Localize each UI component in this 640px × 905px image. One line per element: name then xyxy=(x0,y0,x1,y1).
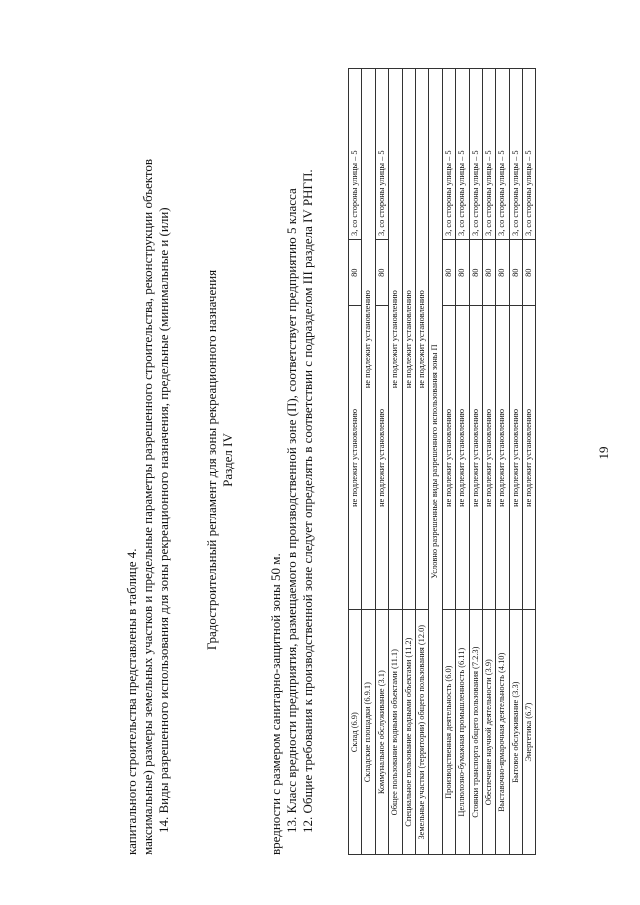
page-number: 19 xyxy=(596,446,611,460)
paragraph-14-line-1: 14. Виды разрешенного использования для зоны рекреационного назначения, предельные (минимальные и (или) xyxy=(156,207,171,833)
status-cell: не подлежит установлению xyxy=(402,69,415,610)
table-row xyxy=(456,69,469,855)
setback-cell: 3, со стороны улицы – 5 xyxy=(469,69,482,240)
table-row xyxy=(349,69,362,855)
percent-cell: 80 xyxy=(469,239,482,306)
table-row xyxy=(523,69,536,855)
use-type-cell: Специальное пользование водными объектами (11.2) xyxy=(402,610,415,855)
conditional-uses-header: Условно разрешенные виды разрешенного использования зоны П xyxy=(429,69,442,855)
status-cell: не подлежит установлению xyxy=(442,306,455,610)
status-cell: не подлежит установлению xyxy=(482,306,495,610)
percent-cell: 80 xyxy=(349,239,362,306)
use-type-cell: Энергетика (6.7) xyxy=(523,610,536,855)
table-row xyxy=(496,69,509,855)
use-type-cell: Выставочно-ярмарочная деятельность (4.10) xyxy=(496,610,509,855)
table-body xyxy=(349,69,536,855)
status-cell: не подлежит установлению xyxy=(362,69,375,610)
percent-cell: 80 xyxy=(496,239,509,306)
paragraph-12: 12. Общие требования к производственной зоне следует определять в соответствии с подразделом III раздела IV РНГП. xyxy=(300,169,315,833)
setback-cell: 3, со стороны улицы – 5 xyxy=(349,69,362,240)
paragraph-13-line-1: 13. Класс вредности предприятия, размещаемого в производственной зоне (П), соответствует предприятию 5 класса xyxy=(284,188,299,833)
use-type-cell: Обеспечение научной деятельности (3.9) xyxy=(482,610,495,855)
status-cell: не подлежит установлению xyxy=(509,306,522,610)
setback-cell: 3, со стороны улицы – 5 xyxy=(496,69,509,240)
paragraph-14-line-3: капитального строительства представлены в таблице 4. xyxy=(124,548,139,855)
table-row xyxy=(509,69,522,855)
use-type-cell: Коммунальное обслуживание (3.1) xyxy=(375,610,388,855)
status-cell: не подлежит установлению xyxy=(415,69,428,610)
setback-cell: 3, со стороны улицы – 5 xyxy=(375,69,388,240)
percent-cell: 80 xyxy=(509,239,522,306)
table-row xyxy=(389,69,402,855)
section-title: Градостроительный регламент для зоны рекреационного назначения xyxy=(204,269,219,651)
use-type-cell: Целлюлозно-бумажная промышленность (6.11) xyxy=(456,610,469,855)
setback-cell: 3, со стороны улицы – 5 xyxy=(523,69,536,240)
setback-cell: 3, со стороны улицы – 5 xyxy=(482,69,495,240)
use-type-cell: Складские площадки (6.9.1) xyxy=(362,610,375,855)
percent-cell: 80 xyxy=(375,239,388,306)
table-row xyxy=(362,69,375,855)
table-row xyxy=(402,69,415,855)
status-cell: не подлежит установлению xyxy=(389,69,402,610)
paragraph-13-line-2: вредности с размером санитарно-защитной зоны 50 м. xyxy=(268,553,283,855)
percent-cell: 80 xyxy=(442,239,455,306)
percent-cell: 80 xyxy=(523,239,536,306)
percent-cell: 80 xyxy=(456,239,469,306)
use-type-cell: Бытовое обслуживание (3.3) xyxy=(509,610,522,855)
status-cell: не подлежит установлению xyxy=(469,306,482,610)
use-type-cell: Стоянки транспорта общего пользования (7.2.3) xyxy=(469,610,482,855)
table-row xyxy=(415,69,428,855)
status-cell: не подлежит установлению xyxy=(523,306,536,610)
setback-cell: 3, со стороны улицы – 5 xyxy=(442,69,455,240)
table-row xyxy=(469,69,482,855)
table-row xyxy=(442,69,455,855)
zone-regulations-table xyxy=(348,68,536,855)
status-cell: не подлежит установлению xyxy=(456,306,469,610)
table-row xyxy=(482,69,495,855)
paragraph-14-line-2: максимальные) размеры земельных участков и предельные параметры разрешенного строительства, реконструкции объектов xyxy=(140,158,155,855)
use-type-cell: Склад (6.9) xyxy=(349,610,362,855)
section-label: Раздел IV xyxy=(220,433,235,487)
conditional-uses-header-row xyxy=(429,69,442,855)
status-cell: не подлежит установлению xyxy=(349,306,362,610)
percent-cell: 80 xyxy=(482,239,495,306)
setback-cell: 3, со стороны улицы – 5 xyxy=(509,69,522,240)
status-cell: не подлежит установлению xyxy=(375,306,388,610)
table-row xyxy=(375,69,388,855)
setback-cell: 3, со стороны улицы – 5 xyxy=(456,69,469,240)
status-cell: не подлежит установлению xyxy=(496,306,509,610)
use-type-cell: Земельные участки (территории) общего пользования (12.0) xyxy=(415,610,428,855)
use-type-cell: Производственная деятельность (6.0) xyxy=(442,610,455,855)
use-type-cell: Общее пользование водными объектами (11.1) xyxy=(389,610,402,855)
